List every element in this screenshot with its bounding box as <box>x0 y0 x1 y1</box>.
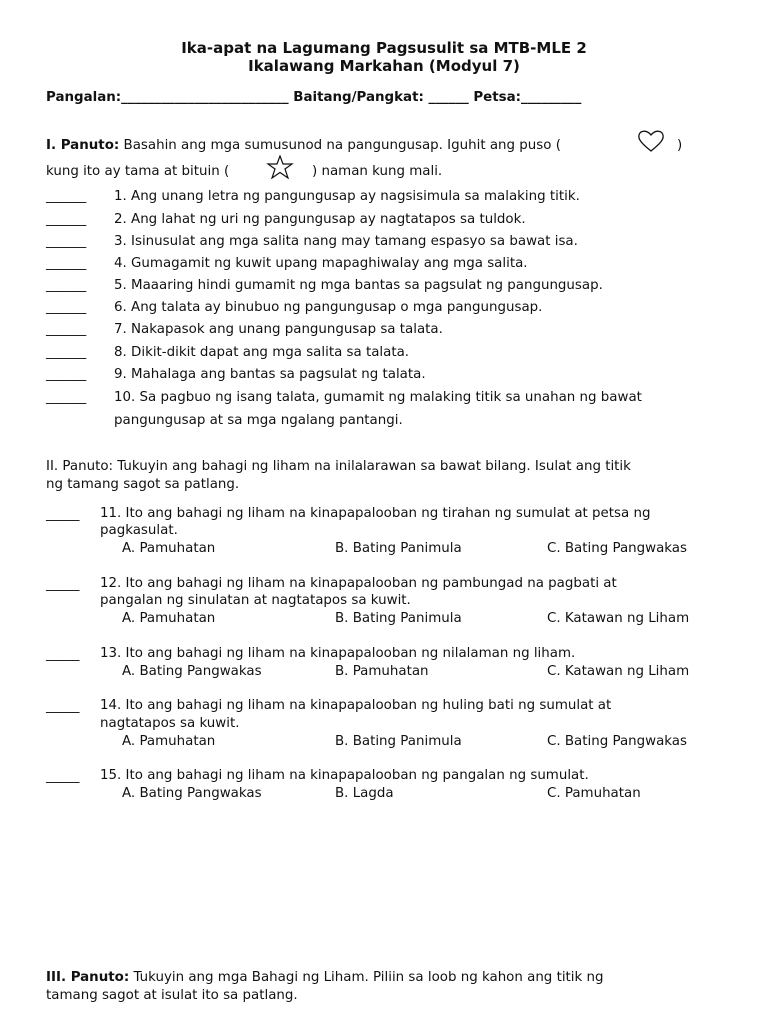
q15-choice-a: A. Bating Pangwakas <box>122 786 262 801</box>
answer-blank-8[interactable]: ______ <box>46 345 87 360</box>
item-6: 6. Ang talata ay binubuo ng pangungusap o mga pangungusap. <box>114 300 543 315</box>
q12-choice-c: C. Katawan ng Liham <box>547 611 690 626</box>
answer-blank-15[interactable]: _____ <box>46 769 80 784</box>
q12-choice-a: A. Pamuhatan <box>122 611 216 626</box>
part2-instruction-line1: II. Panuto: Tukuyin ang bahagi ng liham na inilalarawan sa bawat bilang. Isulat ang titik <box>46 459 631 474</box>
answer-blank-2[interactable]: ______ <box>46 212 87 227</box>
q13-choice-a: A. Bating Pangwakas <box>122 664 262 679</box>
answer-blank-6[interactable]: ______ <box>46 300 87 315</box>
answer-blank-9[interactable]: ______ <box>46 367 87 382</box>
item-10-continuation: pangungusap at sa mga ngalang pantangi. <box>114 413 403 428</box>
question-14: 14. Ito ang bahagi ng liham na kinapapalooban ng huling bati ng sumulat at <box>100 698 612 713</box>
q11-choice-c: C. Bating Pangwakas <box>547 541 687 556</box>
answer-blank-14[interactable]: _____ <box>46 699 80 714</box>
question-15: 15. Ito ang bahagi ng liham na kinapapalooban ng pangalan ng sumulat. <box>100 768 589 783</box>
part3-instruction-line1 <box>46 970 604 985</box>
q15-choice-c: C. Pamuhatan <box>547 786 641 801</box>
part3-label: III. Panuto: <box>46 970 130 985</box>
q13-choice-b: B. Pamuhatan <box>335 664 429 679</box>
item-3: 3. Isinusulat ang mga salita nang may tamang espasyo sa bawat isa. <box>114 234 578 249</box>
q11-choice-b: B. Bating Panimula <box>335 541 462 556</box>
page-subtitle: Ikalawang Markahan (Modyul 7) <box>248 57 520 75</box>
q14-choice-c: C. Bating Pangwakas <box>547 734 687 749</box>
item-5: 5. Maaaring hindi gumamit ng mga bantas sa pagsulat ng pangungusap. <box>114 278 603 293</box>
answer-blank-7[interactable]: ______ <box>46 322 87 337</box>
item-10: 10. Sa pagbuo ng isang talata, gumamit ng malaking titik sa unahan ng bawat <box>114 390 642 405</box>
item-8: 8. Dikit-dikit dapat ang mga salita sa talata. <box>114 345 410 360</box>
page-title: Ika-apat na Lagumang Pagsusulit sa MTB-MLE 2 <box>181 39 587 57</box>
item-1: 1. Ang unang letra ng pangungusap ay nagsisimula sa malaking titik. <box>114 189 580 204</box>
item-7: 7. Nakapasok ang unang pangungusap sa talata. <box>114 322 443 337</box>
answer-blank-4[interactable]: ______ <box>46 256 87 271</box>
q12-choice-b: B. Bating Panimula <box>335 611 462 626</box>
item-9: 9. Mahalaga ang bantas sa pagsulat ng talata. <box>114 367 426 382</box>
question-11: 11. Ito ang bahagi ng liham na kinapapalooban ng tirahan ng sumulat at petsa ng <box>100 506 651 521</box>
q15-choice-b: B. Lagda <box>335 786 394 801</box>
heart-icon <box>637 129 665 153</box>
info-line <box>46 90 581 105</box>
part3-instruction-text: Tukuyin ang mga Bahagi ng Liham. Piliin sa loob ng kahon ang titik ng <box>133 970 604 985</box>
part1-instruction-line2a: kung ito ay tama at bituin ( <box>46 164 230 179</box>
item-4: 4. Gumagamit ng kuwit upang mapaghiwalay ang mga salita. <box>114 256 528 271</box>
answer-blank-12[interactable]: _____ <box>46 577 80 592</box>
star-icon <box>266 155 294 179</box>
q11-choice-a: A. Pamuhatan <box>122 541 216 556</box>
name-field[interactable]: _________________________ <box>121 90 289 105</box>
part2-instruction-line2: ng tamang sagot sa patlang. <box>46 477 240 492</box>
grade-label: Baitang/Pangkat: <box>293 90 424 105</box>
question-12: 12. Ito ang bahagi ng liham na kinapapalooban ng pambungad na pagbati at <box>100 576 617 591</box>
name-label: Pangalan: <box>46 90 122 105</box>
part1-paren-close: ) <box>677 138 683 153</box>
question-13: 13. Ito ang bahagi ng liham na kinapapalooban ng nilalaman ng liham. <box>100 646 576 661</box>
date-field[interactable]: _________ <box>521 90 582 105</box>
grade-field[interactable]: ______ <box>428 90 469 105</box>
answer-blank-13[interactable]: _____ <box>46 647 80 662</box>
question-11-cont: pagkasulat. <box>100 523 178 538</box>
date-label: Petsa: <box>473 90 522 105</box>
part1-instruction-line2b: ) naman kung mali. <box>312 164 443 179</box>
part1-instruction-text: Basahin ang mga sumusunod na pangungusap. Iguhit ang puso ( <box>123 138 561 153</box>
question-14-cont: nagtatapos sa kuwit. <box>100 716 240 731</box>
q13-choice-c: C. Katawan ng Liham <box>547 664 690 679</box>
answer-blank-1[interactable]: ______ <box>46 189 87 204</box>
part1-label: I. Panuto: <box>46 138 120 153</box>
question-12-cont: pangalan ng sinulatan at nagtatapos sa kuwit. <box>100 593 411 608</box>
q14-choice-a: A. Pamuhatan <box>122 734 216 749</box>
part3-instruction-line2: tamang sagot at isulat ito sa patlang. <box>46 988 298 1003</box>
answer-blank-10[interactable]: ______ <box>46 390 87 405</box>
item-2: 2. Ang lahat ng uri ng pangungusap ay nagtatapos sa tuldok. <box>114 212 526 227</box>
answer-blank-3[interactable]: ______ <box>46 234 87 249</box>
answer-blank-5[interactable]: ______ <box>46 278 87 293</box>
answer-blank-11[interactable]: _____ <box>46 507 80 522</box>
part1-instruction-line1 <box>46 138 561 153</box>
q14-choice-b: B. Bating Panimula <box>335 734 462 749</box>
